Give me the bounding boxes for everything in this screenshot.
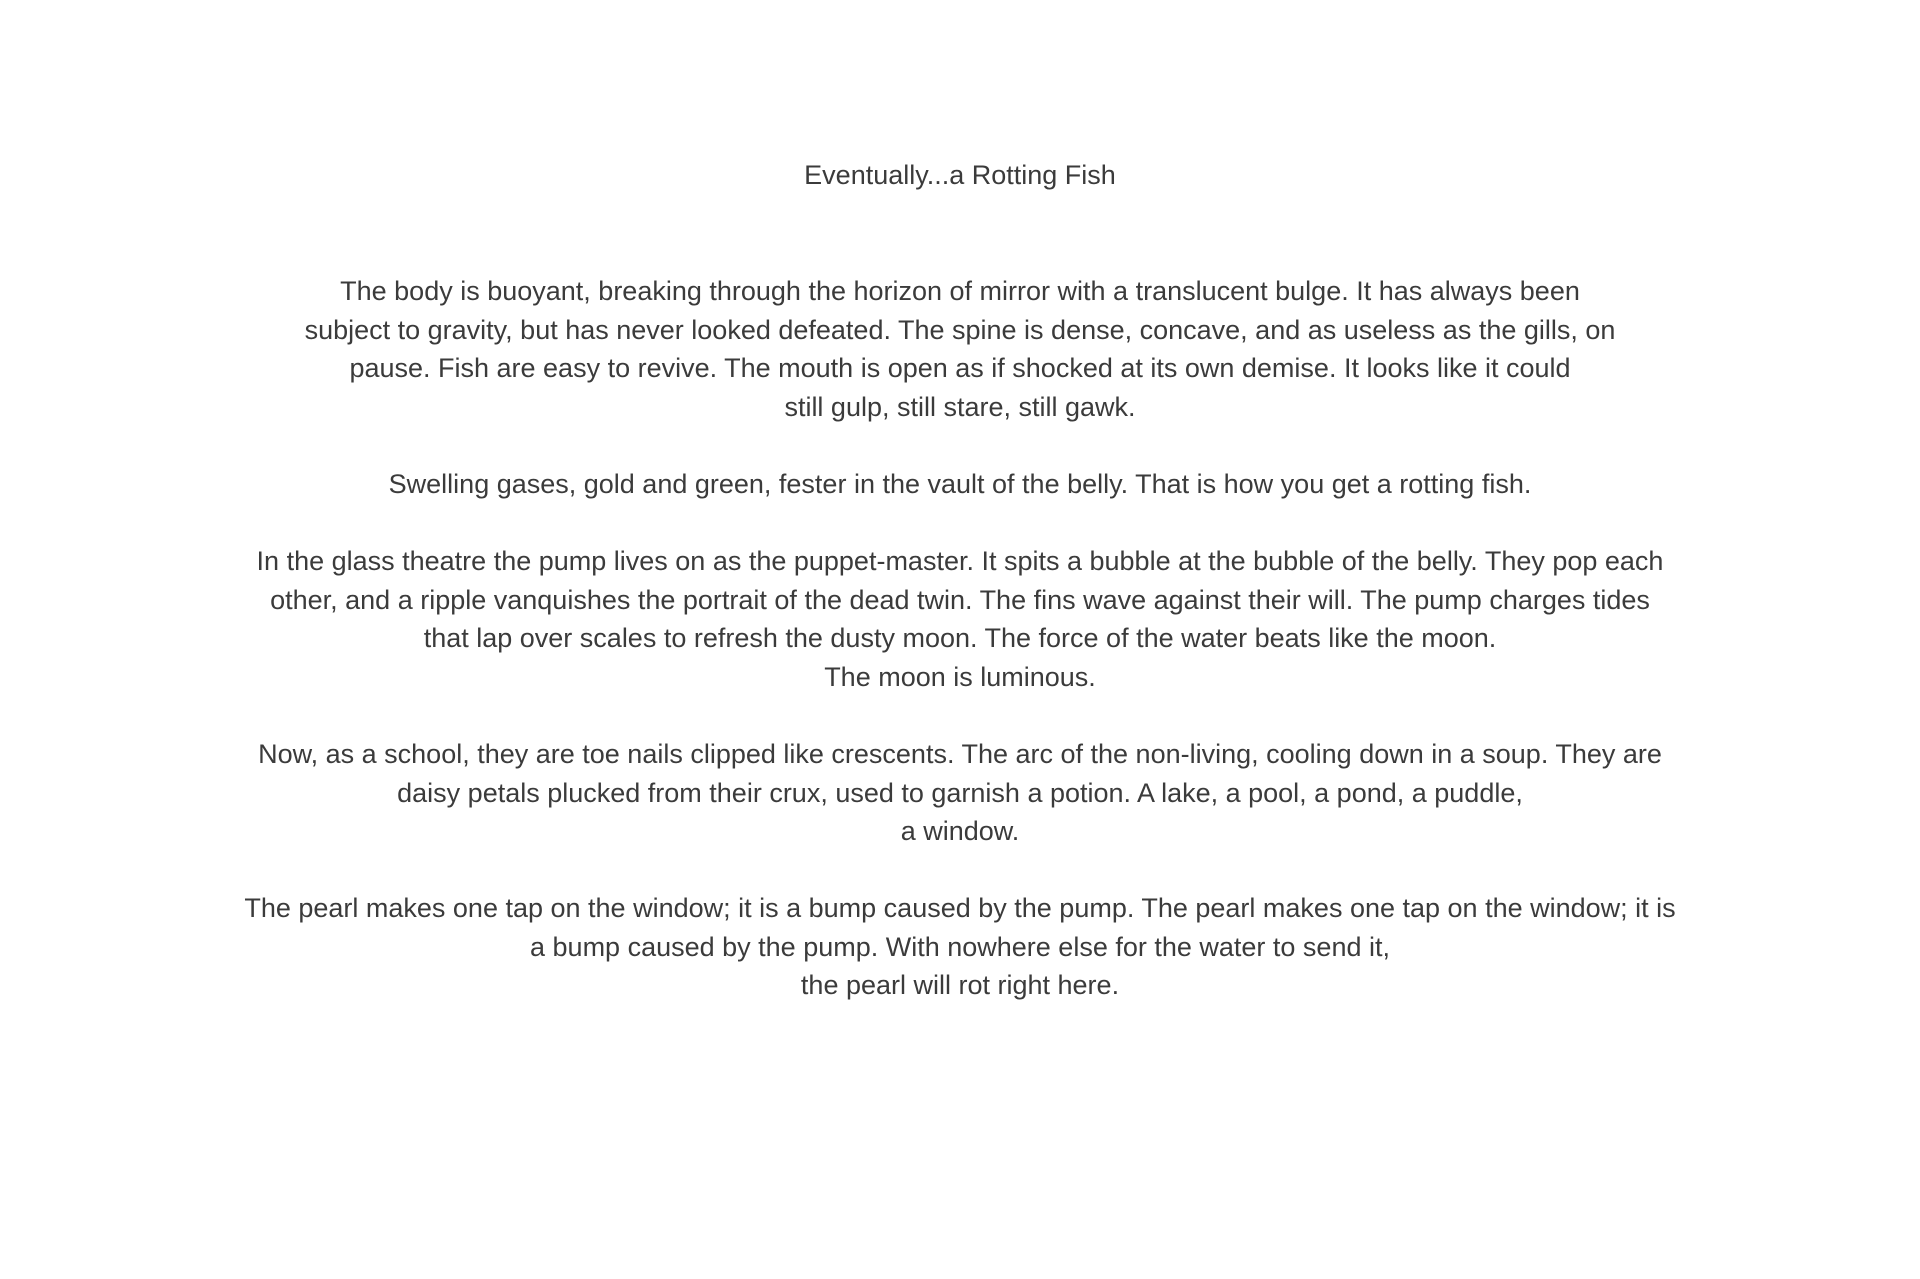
stanza-line: The pearl makes one tap on the window; it is a bump caused by the pump. The pearl makes one tap on the window; it is: [244, 893, 1676, 923]
stanza-1: [0, 272, 1920, 426]
stanza-line: pause. Fish are easy to revive. The mouth is open as if shocked at its own demise. It looks like it could: [349, 353, 1571, 384]
stanza-line: a window.: [900, 816, 1020, 847]
stanza-line: Swelling gases, gold and green, fester in the vault of the belly. That is how you get a rotting fish.: [388, 469, 1532, 499]
poem-title: Eventually...a Rotting Fish: [804, 160, 1116, 190]
stanza-line: In the glass theatre the pump lives on as the puppet-master. It spits a bubble at the bubble of the belly. They pop each: [256, 546, 1664, 576]
stanza-line: the pearl will rot right here.: [800, 970, 1120, 1001]
stanza-5: [0, 889, 1920, 1005]
stanza-line: a bump caused by the pump. With nowhere else for the water to send it,: [530, 931, 1390, 962]
stanza-line: The body is buoyant, breaking through the horizon of mirror with a translucent bulge. It has always been: [340, 276, 1580, 306]
stanza-line: subject to gravity, but has never looked defeated. The spine is dense, concave, and as useless as the gills, on: [304, 314, 1616, 345]
stanza-line: Now, as a school, they are toe nails clipped like crescents. The arc of the non-living, cooling down in a soup. They are: [258, 739, 1662, 769]
stanza-3: [0, 542, 1920, 696]
stanza-2: [0, 465, 1920, 504]
stanza-4: [0, 735, 1920, 851]
stanza-line: still gulp, still stare, still gawk.: [784, 391, 1136, 422]
stanza-line: other, and a ripple vanquishes the portrait of the dead twin. The fins wave against their will. The pump charges tides: [270, 584, 1650, 615]
stanza-line: that lap over scales to refresh the dusty moon. The force of the water beats like the moon.: [423, 623, 1497, 654]
stanza-line: daisy petals plucked from their crux, used to garnish a potion. A lake, a pool, a pond, a puddle,: [397, 777, 1523, 808]
stanza-line: The moon is luminous.: [824, 661, 1096, 692]
